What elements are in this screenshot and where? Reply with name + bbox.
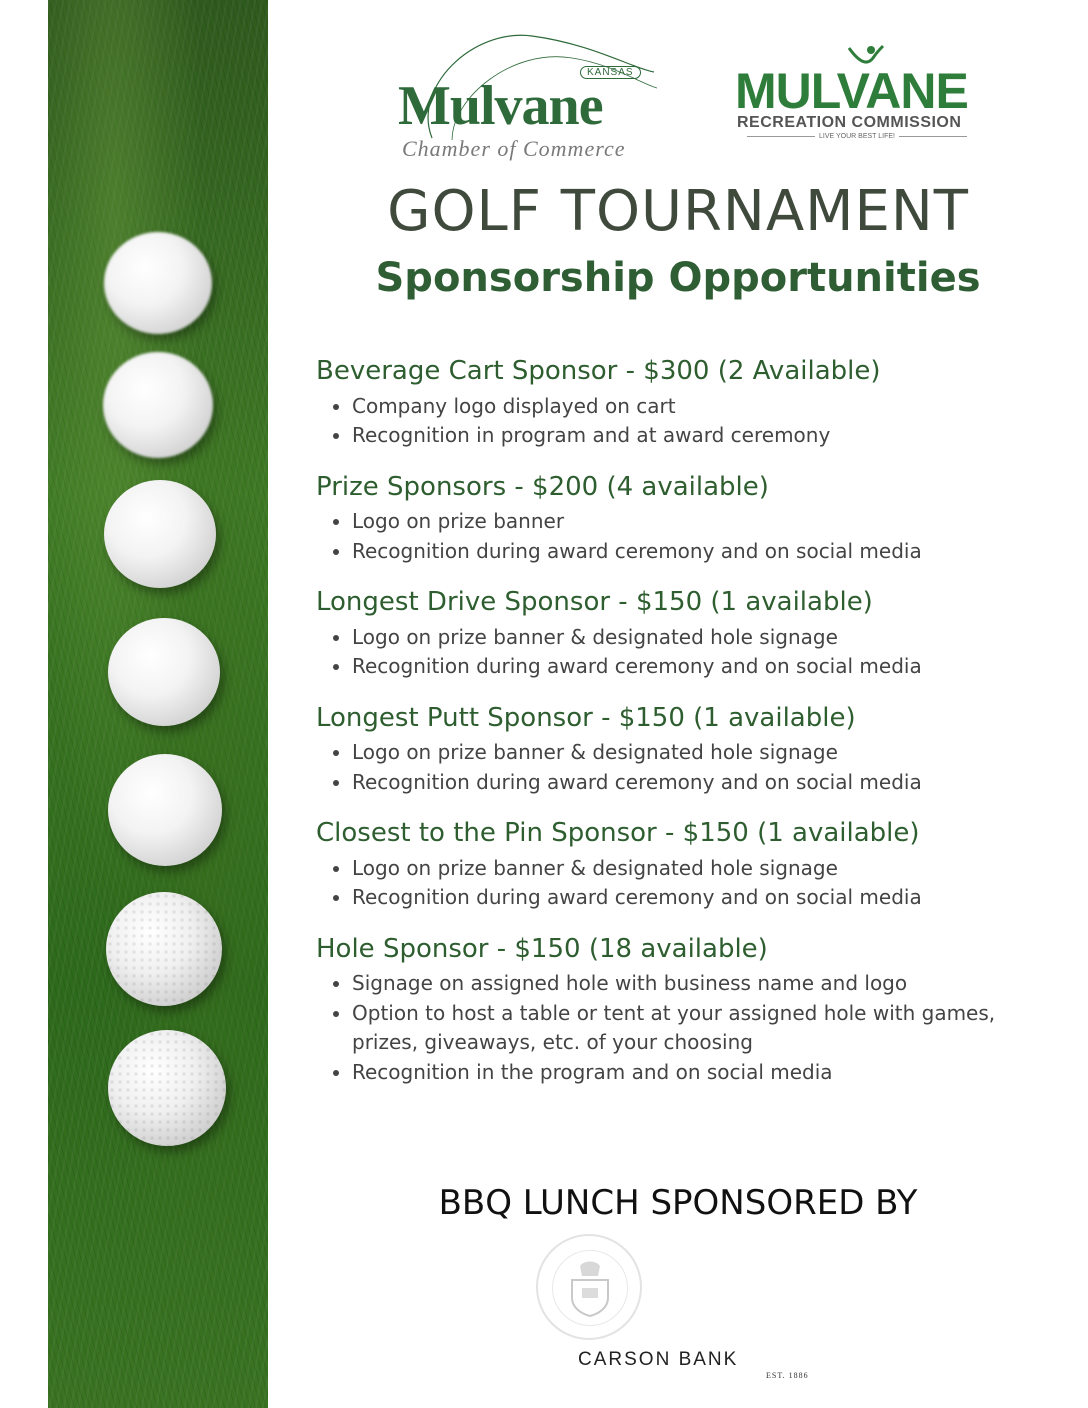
recreation-name: MULVANE [735,63,968,119]
sponsorship-benefit: • Signage on assigned hole with business name and logo [352,969,1056,999]
golf-ball [104,480,216,588]
chamber-name: Mulvane [398,75,603,137]
sponsorship-beverage-cart [316,355,1056,451]
sponsorship-longest-drive [316,586,1056,682]
crest-icon [562,1258,618,1318]
sponsorship-benefit: • Logo on prize banner [352,507,1056,537]
sponsorship-benefit: • Option to host a table or tent at your assigned hole with games, prizes, giveaways, etc. of your choosing [352,999,1056,1058]
sponsorship-benefit: • Recognition during award ceremony and on social media [352,883,1056,913]
sponsorship-benefit: • Recognition during award ceremony and on social media [352,768,1056,798]
recreation-tagline: LIVE YOUR BEST LIFE! [735,133,979,140]
golf-ball [108,1030,226,1146]
sponsorship-heading: Hole Sponsor - $150 (18 available) [316,933,768,964]
sponsorship-benefit: • Recognition during award ceremony and on social media [352,537,1056,567]
sponsorship-heading: Longest Putt Sponsor - $150 (1 available) [316,702,856,733]
sponsorship-prize [316,471,1056,567]
sponsorship-benefit: • Logo on prize banner & designated hole signage [352,623,1056,653]
golf-ball [103,352,213,458]
sponsorship-benefit: • Recognition in program and at award ceremony [352,421,1056,451]
sponsorship-benefit: • Recognition during award ceremony and on social media [352,652,1056,682]
chamber-subtitle: Chamber of Commerce [402,136,626,161]
carson-bank-established: EST. 1886 [766,1371,809,1380]
sponsorship-benefit: • Recognition in the program and on social media [352,1058,1056,1088]
golf-ball [108,618,220,726]
sponsorship-closest-to-pin [316,817,1056,913]
carson-bank-name: CARSON BANK [578,1349,739,1370]
sponsorship-benefit: • Logo on prize banner & designated hole signage [352,854,1056,884]
golf-ball [108,754,222,866]
carson-bank-seal [536,1234,642,1340]
sponsorship-list [316,355,1056,1107]
sponsorship-benefit: • Logo on prize banner & designated hole signage [352,738,1056,768]
golf-ball [106,892,222,1006]
recreation-commission-logo [735,44,985,144]
golf-balls-photo [48,0,268,1408]
page-subtitle: Sponsorship Opportunities [375,255,981,301]
sponsorship-benefit: • Company logo displayed on cart [352,392,1056,422]
sponsorship-heading: Longest Drive Sponsor - $150 (1 available) [316,587,873,617]
sponsorship-heading: Beverage Cart Sponsor - $300 (2 Available) [316,356,881,386]
golf-ball [104,232,212,334]
page-title: GOLF TOURNAMENT [387,179,969,244]
sponsorship-heading: Closest to the Pin Sponsor - $150 (1 available) [316,818,920,848]
bbq-sponsor-heading: BBQ LUNCH SPONSORED BY [438,1183,918,1223]
chamber-of-commerce-logo [392,28,662,161]
sponsorship-heading: Prize Sponsors - $200 (4 available) [316,471,769,502]
kansas-label: KANSAS [580,66,641,79]
recreation-subtitle: RECREATION COMMISSION [737,114,962,131]
sponsorship-hole [316,933,1056,1088]
sponsorship-longest-putt [316,702,1056,798]
